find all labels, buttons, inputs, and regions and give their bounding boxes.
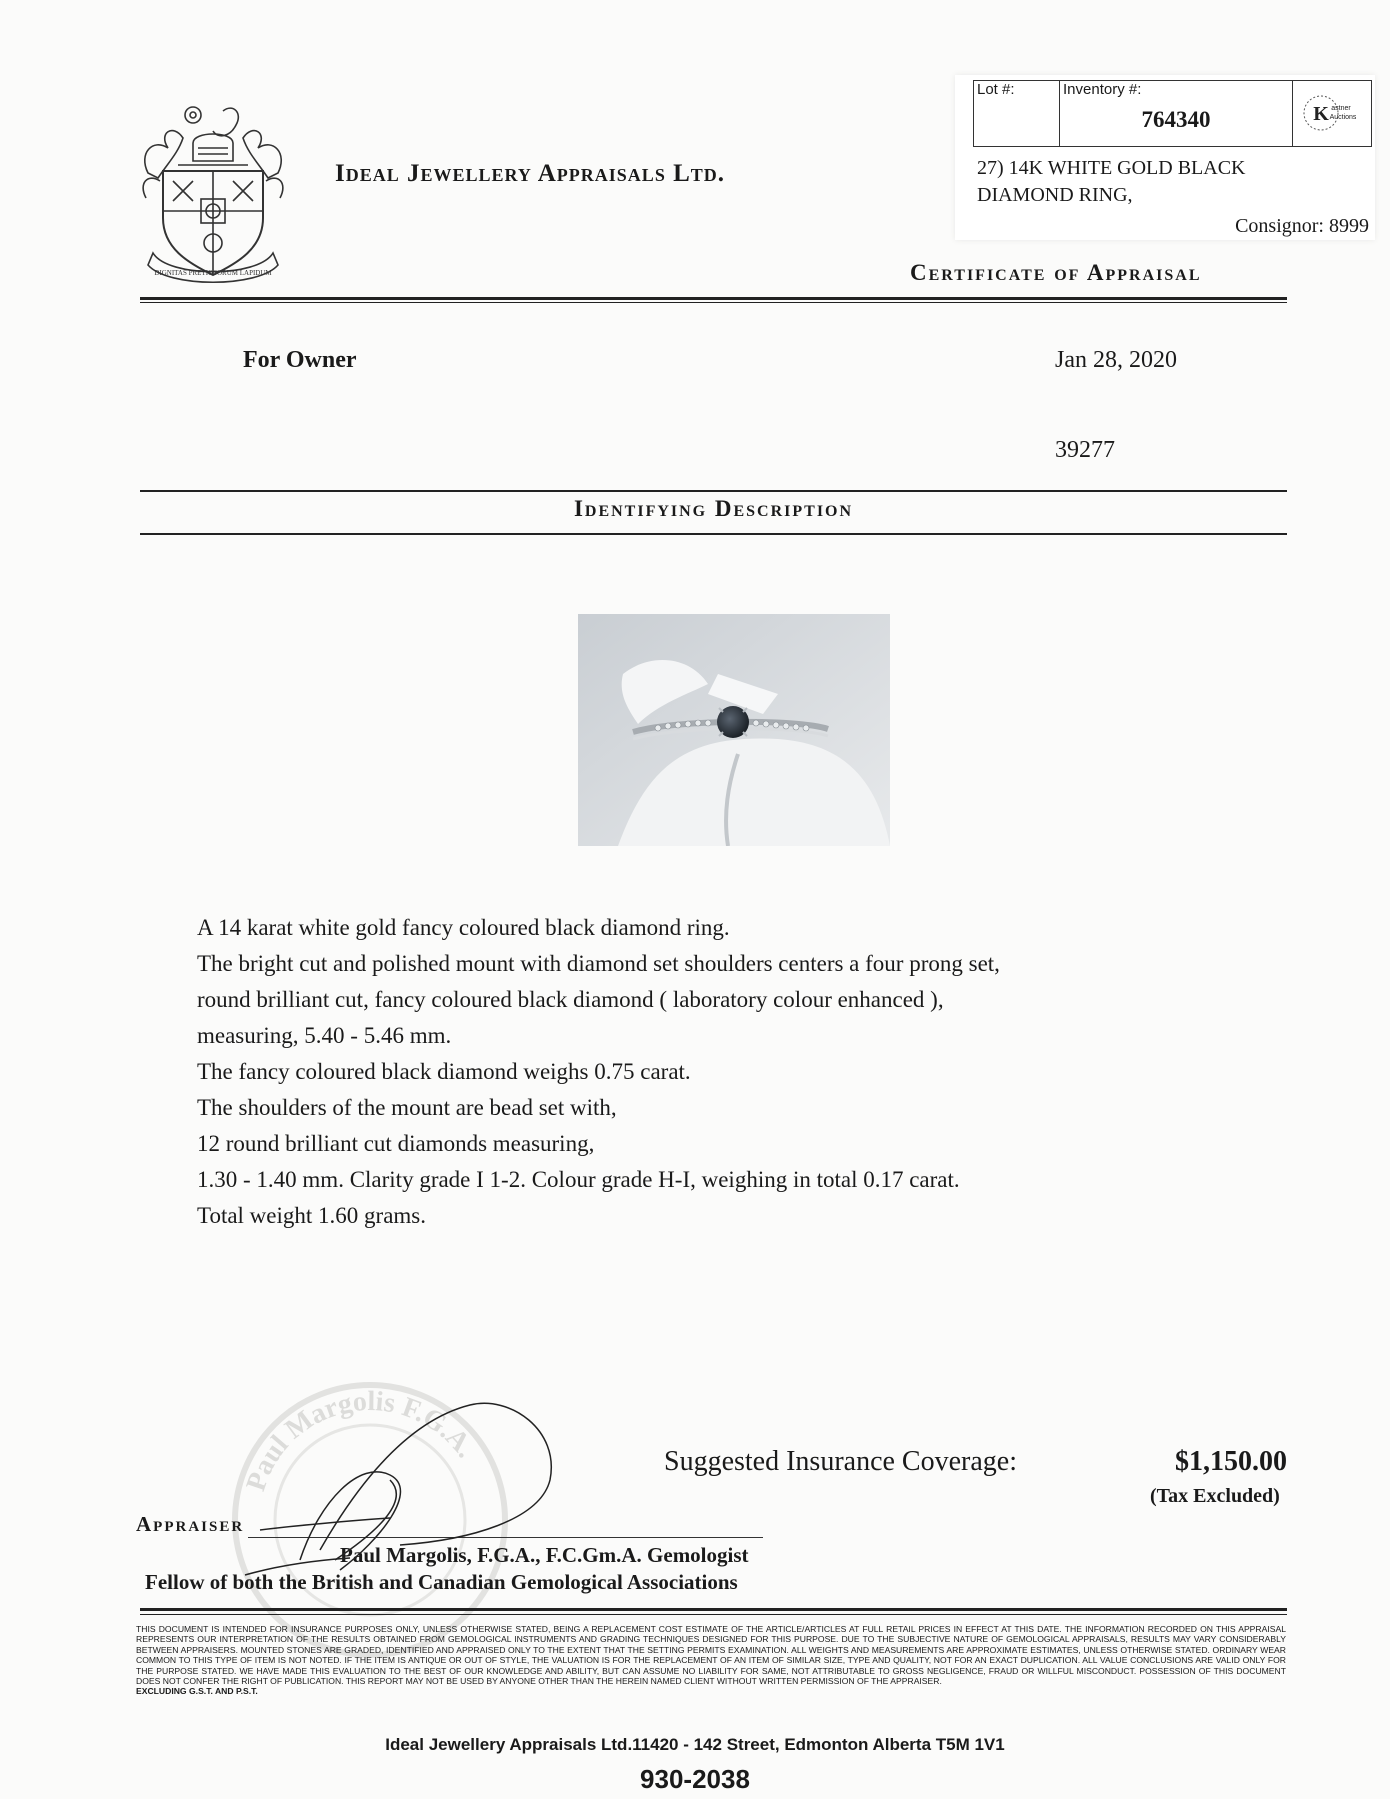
tax-excluded-note: (Tax Excluded) xyxy=(1150,1485,1280,1507)
description-line: round brilliant cut, fancy coloured black diamond ( laboratory colour enhanced ), xyxy=(197,987,944,1012)
appraiser-name: Paul Margolis, F.G.A., F.C.Gm.A. Gemologist xyxy=(340,1543,749,1567)
svg-text:astner: astner xyxy=(1331,105,1351,112)
coat-of-arms-crest xyxy=(138,103,288,288)
auction-lot-tag xyxy=(955,75,1375,240)
company-address: Ideal Jewellery Appraisals Ltd.11420 - 142 Street, Edmonton Alberta T5M 1V1 xyxy=(385,1735,1005,1754)
reference-number: 39277 xyxy=(1055,437,1115,463)
seal-text: Paul Margolis F.G.A. xyxy=(240,1385,482,1495)
insurance-coverage-label: Suggested Insurance Coverage: xyxy=(664,1446,1017,1477)
lot-number-label: Lot #: xyxy=(977,81,1015,98)
divider-rule xyxy=(140,297,1287,300)
svg-text:K: K xyxy=(1313,103,1329,125)
description-line: 1.30 - 1.40 mm. Clarity grade I 1-2. Colour grade H-I, weighing in total 0.17 carat. xyxy=(197,1167,960,1192)
tax-exclusion-text: EXCLUDING G.S.T. AND P.S.T. xyxy=(136,1686,258,1697)
description-line: The fancy coloured black diamond weighs 0.75 carat. xyxy=(197,1059,691,1084)
lot-number-cell xyxy=(974,81,1060,146)
lot-inventory-table xyxy=(973,80,1372,147)
kastner-auctions-logo-icon xyxy=(1301,87,1356,139)
section-title: Identifying Description xyxy=(573,496,854,521)
divider-rule xyxy=(140,1608,1287,1611)
lot-description-line: 27) 14K WHITE GOLD BLACK xyxy=(977,157,1246,179)
inventory-number-cell xyxy=(1060,81,1293,146)
company-phone: 930-2038 xyxy=(640,1764,750,1794)
handwritten-signature-icon xyxy=(240,1400,580,1600)
divider-rule xyxy=(140,302,1287,303)
divider-rule xyxy=(140,1614,1287,1615)
inventory-number-value: 764340 xyxy=(1141,107,1211,132)
company-name: Ideal Jewellery Appraisals Ltd. xyxy=(335,160,726,187)
auction-logo-cell xyxy=(1293,81,1371,146)
disclaimer-text: THIS DOCUMENT IS INTENDED FOR INSURANCE PURPOSES ONLY, UNLESS OTHERWISE STATED, BEING A REPLACEMENT COST ESTIMATE OF THE ARTICLE/ARTICLES AT FULL RETAIL PRICES IN EFFECT AT THIS DATE. THE INFORMATION RECORDED ON THIS APPRAISAL REPRESENTS OUR INTERPRETATION OF THE RESULTS OBTAINED FROM GEMOLOGICAL INSTRUMENTS AND GRADING TECHNIQUES DESIGNED FOR THIS PURPOSE. DUE TO THE SUBJECTIVE NATURE OF GEMOLOGICAL APPRAISALS, RESULTS MAY VARY CONSIDERABLY BETWEEN APPRAISERS. MOUNTED STONES ARE GRADED, IDENTIFIED AND APPRAISED ONLY TO THE EXTENT THAT THE SETTING PERMITS EXAMINATION. ALL WEIGHTS AND MEASUREMENTS ARE APPROXIMATE ESTIMATES, UNLESS OTHERWISE STATED. ORDINARY WEAR COMMON TO THIS TYPE OF ITEM IS NOT NOTED. IF THE ITEM IS ANTIQUE OR OUT OF STYLE, THE VALUATION IS FOR THE REPLACEMENT OF AN ITEM OF SIMILAR SIZE, TYPE AND QUALITY, NOT FOR AN EXACT DUPLICATION. ALL VALUE CONCLUSIONS ARE VALID ONLY FOR THE PURPOSE STATED. WE HAVE MADE THIS EVALUATION TO THE BEST OF OUR KNOWLEDGE AND ABILITY, BUT CAN ASSUME NO LIABILITY FOR SAME, NOT ATTRIBUTABLE TO GROSS NEGLIGENCE, FRAUD OR WILLFUL MISCONDUCT. POSSESSION OF THIS DOCUMENT DOES NOT CONFER THE RIGHT OF PUBLICATION. THIS REPORT MAY NOT BE USED BY ANYONE OTHER THAN THE HEREIN NAMED CLIENT WITHOUT WRITTEN PERMISSION OF THE APPRAISER. xyxy=(136,1624,1286,1687)
crest-motto-text: DIGNITAS PRETIOSORUM LAPIDUM xyxy=(154,269,272,277)
lot-description xyxy=(977,155,1246,209)
divider-rule xyxy=(140,533,1287,535)
consignor-number: Consignor: 8999 xyxy=(1235,215,1369,237)
lot-description-line: DIAMOND RING, xyxy=(977,184,1133,206)
divider-rule xyxy=(140,490,1287,492)
legal-disclaimer xyxy=(136,1624,1286,1697)
description-line: The shoulders of the mount are bead set with, xyxy=(197,1095,617,1120)
svg-text:Auctions: Auctions xyxy=(1329,114,1356,121)
ring-photo xyxy=(578,614,890,846)
appraiser-label: Appraiser xyxy=(136,1512,245,1536)
description-line: The bright cut and polished mount with diamond set shoulders centers a four prong set, xyxy=(197,951,1000,976)
item-description xyxy=(197,910,1000,1234)
description-line: Total weight 1.60 grams. xyxy=(197,1203,426,1228)
certificate-title: Certificate of Appraisal xyxy=(910,260,1202,285)
description-line: A 14 karat white gold fancy coloured black diamond ring. xyxy=(197,915,730,940)
description-line: measuring, 5.40 - 5.46 mm. xyxy=(197,1023,452,1048)
appraiser-fellowship: Fellow of both the British and Canadian Gemological Associations xyxy=(145,1570,738,1594)
inventory-number-label: Inventory #: xyxy=(1063,81,1142,98)
for-owner-label: For Owner xyxy=(243,347,357,373)
description-line: 12 round brilliant cut diamonds measuring, xyxy=(197,1131,595,1156)
insurance-coverage-amount: $1,150.00 xyxy=(1175,1446,1287,1477)
appraisal-date: Jan 28, 2020 xyxy=(1055,347,1177,373)
